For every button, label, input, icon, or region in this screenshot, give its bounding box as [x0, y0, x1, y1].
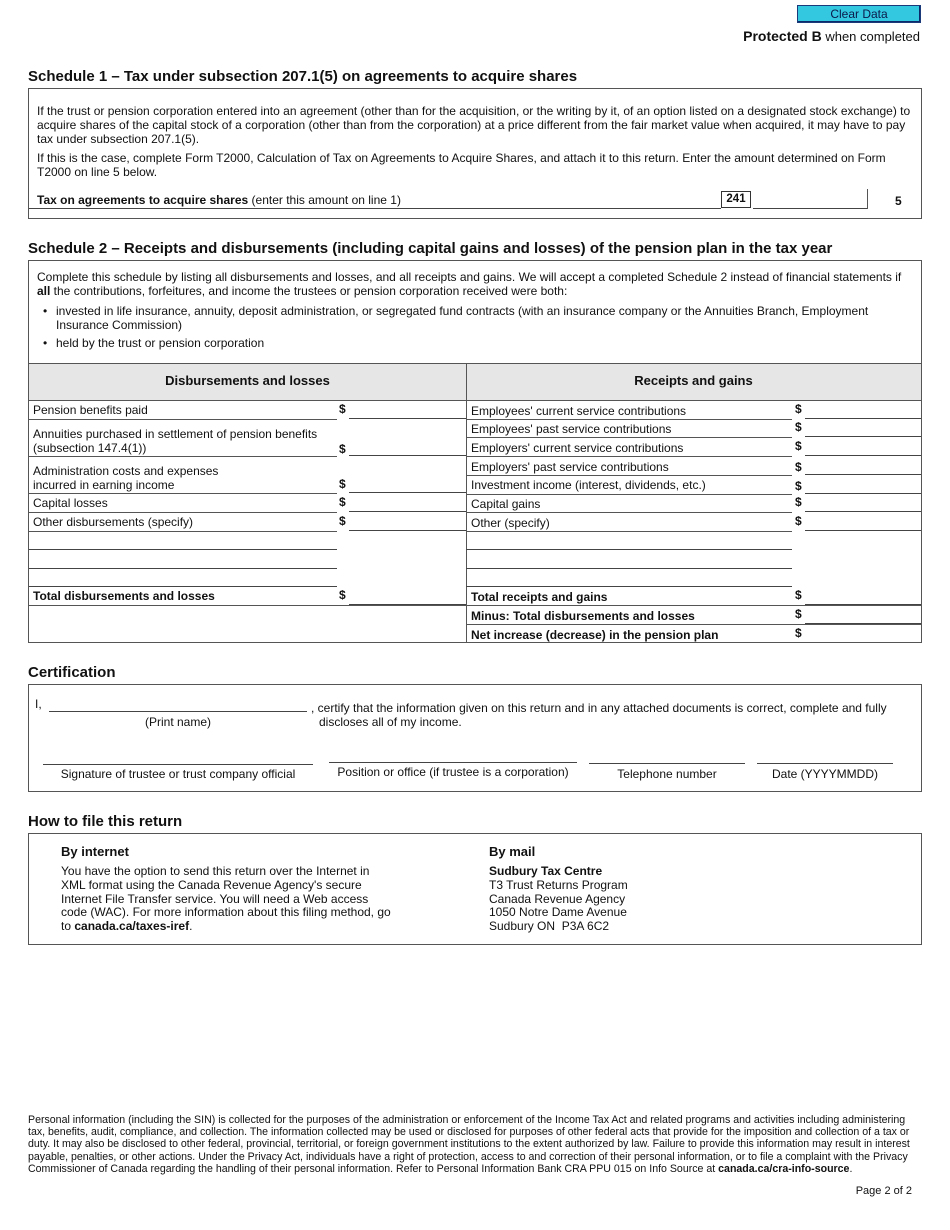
other-receipts-specify-1[interactable]	[466, 533, 792, 550]
mail-line-3: 1050 Notre Dame Avenue	[489, 905, 627, 920]
schedule2-box	[28, 260, 922, 643]
left-row-total: Total disbursements and losses	[33, 589, 215, 603]
clear-data-button[interactable]: Clear Data	[797, 5, 921, 23]
howto-box	[28, 833, 922, 945]
capital-gains-amount-field[interactable]	[805, 495, 921, 512]
dollar-sign: $	[795, 514, 802, 528]
dollar-sign: $	[339, 588, 346, 602]
right-row-employers-past: Employers' past service contributions	[471, 460, 669, 474]
right-row-net-increase: Net increase (decrease) in the pension plan	[471, 628, 719, 642]
telephone-field[interactable]	[589, 745, 745, 764]
date-field[interactable]	[757, 745, 893, 764]
left-row-admin-costs-sub: incurred in earning income	[33, 478, 175, 492]
left-row-capital-losses: Capital losses	[33, 496, 108, 510]
row-sep	[29, 419, 337, 420]
dollar-sign: $	[795, 588, 802, 602]
dollar-sign: $	[339, 402, 346, 416]
mail-line-2: Canada Revenue Agency	[489, 891, 626, 906]
bullet-dot-2: •	[43, 336, 48, 350]
left-row-admin-costs: Administration costs and expenses	[33, 464, 219, 478]
cra-info-source-link[interactable]: canada.ca/cra-info-source	[718, 1162, 850, 1175]
minus-total-disbursements-amount-field[interactable]	[805, 607, 921, 624]
schedule1-field-sep	[867, 189, 868, 209]
right-row-total: Total receipts and gains	[471, 590, 608, 604]
row-sep	[466, 437, 792, 438]
receipts-header: Receipts and gains	[634, 373, 753, 388]
left-row-annuities: Annuities purchased in settlement of pension benefits	[33, 427, 318, 441]
protected-b-bold: Protected B	[743, 28, 822, 44]
other-receipts-specify-3[interactable]	[466, 570, 792, 587]
privacy-end: .	[849, 1162, 853, 1175]
tax-agreements-amount-field[interactable]	[753, 191, 867, 209]
employees-current-amount-field[interactable]	[805, 402, 921, 419]
schedule2-column-divider	[466, 363, 467, 643]
other-receipts-amount-field[interactable]	[805, 514, 921, 531]
schedule1-para1: If the trust or pension corporation entered into an agreement (other than for the acquisition, or the writing by it, of an option listed on a designated stock exchange) to acquire shares of the capital stock of a corporation (other than from the corporation) at a price different from the fair market value when acquired, it may have to pay tax under subsection 207.1(5).	[37, 104, 911, 146]
taxes-iref-link[interactable]: canada.ca/taxes-iref	[74, 919, 190, 934]
left-row-pension-benefits: Pension benefits paid	[33, 403, 148, 417]
schedule1-line-label-rest: (enter this amount on line 1)	[248, 193, 401, 207]
row-sep	[466, 456, 792, 457]
signature-field[interactable]	[43, 745, 313, 765]
schedule1-box	[28, 88, 922, 219]
row-sep	[466, 475, 792, 476]
investment-income-amount-field[interactable]	[805, 477, 921, 494]
other-disbursements-specify-1[interactable]	[29, 533, 337, 550]
privacy-text: Personal information (including the SIN) is collected for the purposes of the administration or enforcement of the Income Tax Act and related programs and activities including administering tax, benefits, audit, compliance, and collection. The information collected may be used or disclosed for purposes of other federal acts that provide for the imposition and collection of a tax or duty. It may also be disclosed to other federal, provincial, territorial, or foreign government institutions to the extent authorized by law. Failure to provide this information may result in interest payable, penalties, or other actions. Under the Privacy Act, individuals have a right of protection, access to and correction of their personal information, or to file a complaint with the Privacy Commissioner of Canada regarding the handling of their personal information. Refer to Personal Information Bank CRA PPU 015 on Info Source at	[28, 1114, 910, 1175]
by-internet-body: You have the option to send this return over the Internet in XML format using the Canada Revenue Agency's secure Internet File Transfer service. You will need a Web access code (WAC). For more information about this filing method, go to	[61, 864, 391, 934]
schedule2-intro-a: Complete this schedule by listing all disbursements and losses, and all receipts and gains. We will accept a completed Schedule 2 instead of financial statements if	[37, 270, 902, 284]
admin-costs-amount-field[interactable]	[349, 476, 466, 493]
certification-box	[28, 684, 922, 792]
dollar-sign: $	[339, 442, 346, 456]
capital-losses-amount-field[interactable]	[349, 495, 466, 512]
row-sep	[466, 494, 792, 495]
row-sep	[466, 512, 792, 513]
telephone-label: Telephone number	[617, 767, 717, 781]
schedule2-bullet1: invested in life insurance, annuity, deposit administration, or segregated fund contracts (with an insurance company or the Annuities Branch, Employment Insurance Commission)	[56, 304, 869, 332]
row-sep	[29, 512, 337, 513]
dollar-sign: $	[795, 626, 802, 640]
howto-title: How to file this return	[28, 813, 183, 830]
table-row-sep	[29, 605, 921, 606]
mail-address	[489, 865, 628, 934]
mail-line-4: Sudbury ON P3A 6C2	[489, 919, 610, 934]
by-internet-title: By internet	[61, 844, 129, 859]
annuities-amount-field[interactable]	[349, 439, 466, 456]
row-sep	[466, 419, 792, 420]
privacy-notice	[28, 1114, 918, 1175]
by-internet-end: .	[189, 919, 193, 934]
right-row-employees-past: Employees' past service contributions	[471, 422, 672, 436]
row-sep	[29, 493, 337, 494]
total-disbursements-amount-field[interactable]	[349, 588, 466, 605]
row-sep	[29, 531, 337, 532]
left-row-other-disbursements: Other disbursements (specify)	[33, 515, 194, 529]
schedule2-intro-b: the contributions, forfeitures, and income the trustees or pension corporation received were both:	[50, 284, 568, 298]
schedule1-title: Schedule 1 – Tax under subsection 207.1(5) on agreements to acquire shares	[28, 68, 578, 85]
by-mail-title: By mail	[489, 844, 536, 859]
cert-i-label: I,	[35, 697, 42, 711]
dollar-sign: $	[795, 479, 802, 493]
other-disbursements-specify-2[interactable]	[29, 551, 337, 569]
schedule2-title: Schedule 2 – Receipts and disbursements (including capital gains and losses) of the pension plan in the tax year	[28, 240, 833, 257]
schedule1-line-label-bold: Tax on agreements to acquire shares	[37, 193, 249, 207]
certification-title: Certification	[28, 664, 116, 681]
other-disbursements-specify-3[interactable]	[29, 570, 337, 587]
row-sep	[29, 456, 337, 457]
disbursements-header: Disbursements and losses	[165, 373, 330, 388]
protected-b-label	[743, 28, 920, 44]
schedule1-para2: If this is the case, complete Form T2000, Calculation of Tax on Agreements to Acquire Shares, and attach it to this return. Enter the amount determined on Form T2000 on line 5 below.	[37, 151, 886, 179]
schedule2-bullet2: held by the trust or pension corporation	[56, 336, 265, 350]
right-row-other: Other (specify)	[471, 516, 550, 530]
pension-benefits-amount-field[interactable]	[349, 403, 466, 419]
dollar-sign: $	[339, 514, 346, 528]
total-receipts-amount-field[interactable]	[805, 588, 921, 605]
right-row-investment-income: Investment income (interest, dividends, etc.)	[471, 478, 706, 492]
left-row-annuities-sub: (subsection 147.4(1))	[33, 441, 147, 455]
cert-statement: , certify that the information given on this return and in any attached documents is correct, complete and fully discloses all of my income.	[311, 701, 887, 729]
schedule2-intro	[37, 270, 913, 298]
print-name-field[interactable]	[49, 695, 307, 712]
dollar-sign: $	[795, 420, 802, 434]
row-sep	[466, 531, 792, 532]
dollar-sign: $	[795, 460, 802, 474]
right-row-capital-gains: Capital gains	[471, 497, 541, 511]
date-label: Date (YYYYMMDD)	[771, 767, 878, 781]
print-name-label: (Print name)	[144, 715, 212, 729]
position-label: Position or office (if trustee is a corporation)	[337, 765, 569, 779]
dollar-sign: $	[795, 402, 802, 416]
employees-past-amount-field[interactable]	[805, 420, 921, 437]
line-code-241: 241	[721, 191, 751, 208]
dollar-sign: $	[795, 439, 802, 453]
dollar-sign: $	[339, 495, 346, 509]
other-receipts-specify-2[interactable]	[466, 551, 792, 569]
dollar-sign: $	[795, 495, 802, 509]
schedule1-line-label	[37, 193, 401, 207]
schedule1-underline	[29, 208, 721, 209]
page-number: Page 2 of 2	[855, 1185, 912, 1197]
right-row-employees-current: Employees' current service contributions	[471, 404, 687, 418]
bullet-dot-1: •	[43, 304, 48, 318]
protected-b-rest: when completed	[821, 29, 920, 44]
schedule2-intro-bold: all	[37, 284, 51, 298]
dollar-sign: $	[339, 477, 346, 491]
employers-past-amount-field[interactable]	[805, 458, 921, 475]
employers-current-amount-field[interactable]	[805, 439, 921, 456]
by-internet-text	[61, 865, 395, 934]
other-disbursements-amount-field[interactable]	[349, 514, 466, 531]
mail-centre: Sudbury Tax Centre	[489, 864, 603, 878]
mail-line-1: T3 Trust Returns Program	[489, 877, 628, 892]
line-number-5: 5	[895, 194, 902, 208]
dollar-sign: $	[795, 607, 802, 621]
right-row-employers-current: Employers' current service contributions	[471, 441, 684, 455]
right-row-minus-total: Minus: Total disbursements and losses	[471, 609, 695, 623]
position-field[interactable]	[329, 745, 577, 763]
net-increase-amount-field[interactable]	[805, 625, 921, 642]
signature-label: Signature of trustee or trust company official	[60, 767, 296, 781]
